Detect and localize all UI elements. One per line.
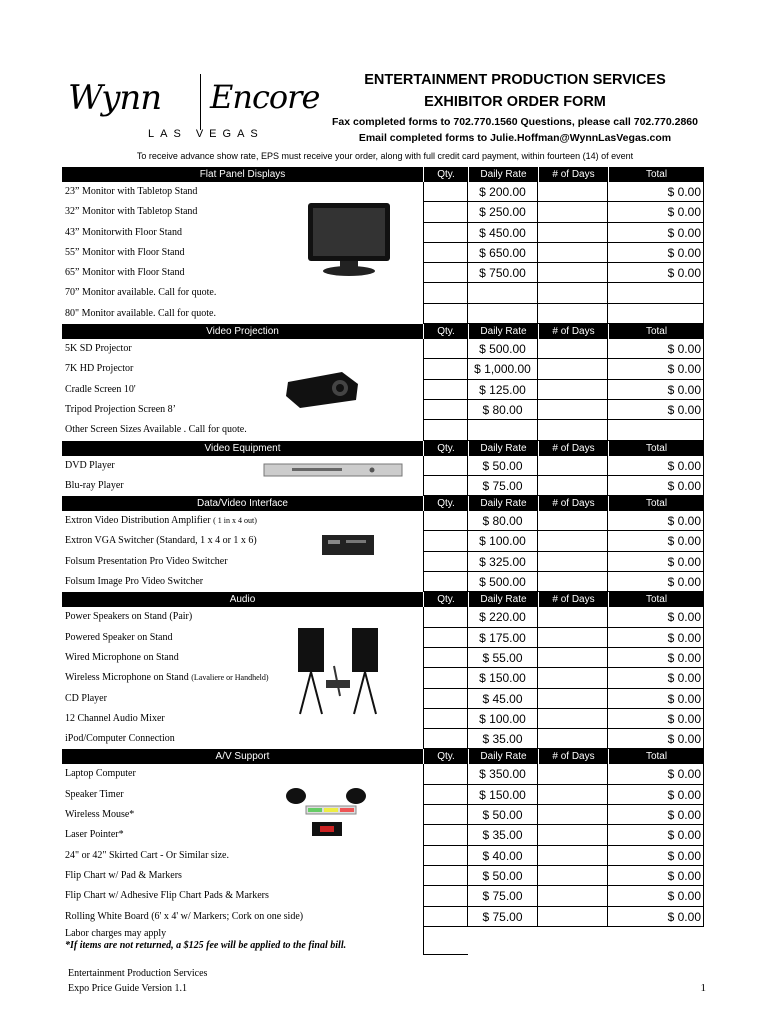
row-total: $ 0.00 bbox=[608, 709, 704, 729]
rate-header: Daily Rate bbox=[468, 441, 538, 456]
qty-input[interactable] bbox=[423, 668, 468, 688]
item-name: Wireless Mouse* bbox=[65, 809, 135, 821]
table-row bbox=[62, 729, 704, 749]
rate-header: Daily Rate bbox=[468, 496, 538, 511]
total-header: Total bbox=[608, 324, 704, 339]
projector-image bbox=[282, 364, 362, 412]
item-label bbox=[65, 511, 257, 531]
page-number: 1 bbox=[700, 982, 706, 994]
days-input[interactable] bbox=[538, 825, 608, 845]
rate-header: Daily Rate bbox=[468, 749, 538, 764]
total-header: Total bbox=[608, 167, 704, 182]
table-row bbox=[62, 886, 704, 906]
item-label bbox=[65, 202, 197, 222]
item-label bbox=[65, 886, 269, 906]
days-input[interactable] bbox=[538, 531, 608, 551]
fax-line: Fax completed forms to 702.770.1560 Questions, please call 702.770.2860 bbox=[332, 116, 698, 128]
row-total bbox=[608, 420, 704, 440]
item-name: Rolling White Board (6' x 4' w/ Markers; Cork on one side) bbox=[65, 910, 304, 922]
qty-header: Qty. bbox=[423, 441, 468, 456]
table-row bbox=[62, 182, 704, 202]
dvd-player-image bbox=[262, 461, 404, 479]
row-total: $ 0.00 bbox=[608, 552, 704, 572]
qty-input[interactable] bbox=[423, 825, 468, 845]
row-total: $ 0.00 bbox=[608, 531, 704, 551]
item-name: Laptop Computer bbox=[65, 768, 136, 780]
item-name: Powered Speaker on Stand bbox=[65, 631, 173, 643]
table-row bbox=[62, 339, 704, 359]
daily-rate bbox=[468, 304, 538, 324]
days-header: # of Days bbox=[538, 324, 608, 339]
av-support-image bbox=[284, 784, 374, 844]
row-total: $ 0.00 bbox=[608, 729, 704, 749]
days-input[interactable] bbox=[538, 552, 608, 572]
daily-rate: $ 350.00 bbox=[468, 764, 538, 784]
days-input[interactable] bbox=[538, 785, 608, 805]
item-label bbox=[65, 456, 115, 476]
item-label bbox=[65, 846, 229, 866]
item-label bbox=[65, 283, 216, 303]
item-name: Laser Pointer* bbox=[65, 829, 124, 841]
section-header bbox=[62, 749, 704, 764]
row-total: $ 0.00 bbox=[608, 648, 704, 668]
row-total: $ 0.00 bbox=[608, 400, 704, 420]
daily-rate: $ 100.00 bbox=[468, 531, 538, 551]
section-header bbox=[62, 324, 704, 339]
item-name: 7K HD Projector bbox=[65, 363, 134, 375]
item-name: Blu-ray Player bbox=[65, 479, 124, 491]
table-row bbox=[62, 907, 704, 927]
item-name: 5K SD Projector bbox=[65, 343, 132, 355]
logo-divider bbox=[200, 74, 201, 130]
daily-rate: $ 50.00 bbox=[468, 866, 538, 886]
daily-rate: $ 75.00 bbox=[468, 476, 538, 496]
qty-input[interactable] bbox=[423, 380, 468, 400]
days-input[interactable] bbox=[538, 628, 608, 648]
qty-input[interactable] bbox=[423, 886, 468, 906]
row-total: $ 0.00 bbox=[608, 825, 704, 845]
days-input[interactable] bbox=[538, 339, 608, 359]
days-input[interactable] bbox=[538, 476, 608, 496]
title-1: ENTERTAINMENT PRODUCTION SERVICES bbox=[364, 72, 666, 88]
days-input[interactable] bbox=[538, 648, 608, 668]
row-total: $ 0.00 bbox=[608, 785, 704, 805]
item-label bbox=[65, 304, 216, 324]
item-name: 24" or 42" Skirted Cart - Or Similar size. bbox=[65, 849, 229, 861]
row-total: $ 0.00 bbox=[608, 628, 704, 648]
total-header: Total bbox=[608, 496, 704, 511]
qty-input[interactable] bbox=[423, 420, 468, 440]
item-label bbox=[65, 223, 182, 243]
item-name: Tripod Projection Screen 8’ bbox=[65, 403, 177, 415]
row-total: $ 0.00 bbox=[608, 866, 704, 886]
days-header: # of Days bbox=[538, 749, 608, 764]
days-input[interactable] bbox=[538, 907, 608, 927]
table-row bbox=[62, 866, 704, 886]
daily-rate: $ 450.00 bbox=[468, 223, 538, 243]
qty-header: Qty. bbox=[423, 496, 468, 511]
days-input[interactable] bbox=[538, 866, 608, 886]
row-total: $ 0.00 bbox=[608, 607, 704, 627]
row-total: $ 0.00 bbox=[608, 572, 704, 592]
days-input[interactable] bbox=[538, 572, 608, 592]
qty-input[interactable] bbox=[423, 866, 468, 886]
days-input[interactable] bbox=[538, 304, 608, 324]
qty-input[interactable] bbox=[423, 511, 468, 531]
foot-row bbox=[62, 927, 704, 955]
days-input[interactable] bbox=[538, 607, 608, 627]
section-title: Data/Video Interface bbox=[62, 496, 423, 511]
rate-header: Daily Rate bbox=[468, 167, 538, 182]
item-name: Other Screen Sizes Available . Call for quote. bbox=[65, 424, 247, 436]
daily-rate bbox=[468, 420, 538, 440]
item-name: 80" Monitor available. Call for quote. bbox=[65, 307, 216, 319]
table-row bbox=[62, 380, 704, 400]
daily-rate bbox=[468, 283, 538, 303]
item-label bbox=[65, 339, 132, 359]
wynn-encore-logo bbox=[66, 72, 326, 144]
section-title: Video Projection bbox=[62, 324, 423, 339]
daily-rate: $ 40.00 bbox=[468, 846, 538, 866]
daily-rate: $ 150.00 bbox=[468, 668, 538, 688]
switcher-image bbox=[318, 527, 378, 563]
item-name: 55” Monitor with Floor Stand bbox=[65, 246, 185, 258]
table-row bbox=[62, 846, 704, 866]
table-row bbox=[62, 511, 704, 531]
daily-rate: $ 75.00 bbox=[468, 907, 538, 927]
row-total: $ 0.00 bbox=[608, 223, 704, 243]
logo-encore: Encore bbox=[210, 78, 320, 116]
item-label bbox=[65, 764, 136, 784]
daily-rate: $ 75.00 bbox=[468, 886, 538, 906]
item-name: DVD Player bbox=[65, 459, 115, 471]
item-note: ( 1 in x 4 out) bbox=[213, 516, 257, 526]
qty-input[interactable] bbox=[423, 456, 468, 476]
table-row bbox=[62, 531, 704, 551]
footer-line-1: Entertainment Production Services bbox=[68, 968, 208, 979]
item-label bbox=[65, 531, 257, 551]
days-input[interactable] bbox=[538, 283, 608, 303]
table-row bbox=[62, 400, 704, 420]
qty-header: Qty. bbox=[423, 749, 468, 764]
footer-line-2: Expo Price Guide Version 1.1 bbox=[68, 983, 187, 994]
days-header: # of Days bbox=[538, 496, 608, 511]
row-total: $ 0.00 bbox=[608, 668, 704, 688]
daily-rate: $ 80.00 bbox=[468, 511, 538, 531]
days-input[interactable] bbox=[538, 886, 608, 906]
daily-rate: $ 125.00 bbox=[468, 380, 538, 400]
item-name: Wireless Microphone on Stand bbox=[65, 672, 189, 684]
days-input[interactable] bbox=[538, 400, 608, 420]
item-name: 12 Channel Audio Mixer bbox=[65, 712, 165, 724]
item-label bbox=[65, 572, 203, 592]
item-name: Flip Chart w/ Adhesive Flip Chart Pads & Markers bbox=[65, 890, 269, 902]
qty-input[interactable] bbox=[423, 339, 468, 359]
row-total: $ 0.00 bbox=[608, 511, 704, 531]
daily-rate: $ 80.00 bbox=[468, 400, 538, 420]
days-input[interactable] bbox=[538, 380, 608, 400]
qty-input[interactable] bbox=[423, 400, 468, 420]
item-label bbox=[65, 709, 165, 729]
days-header: # of Days bbox=[538, 167, 608, 182]
speakers-image bbox=[292, 626, 384, 718]
days-input[interactable] bbox=[538, 846, 608, 866]
daily-rate: $ 55.00 bbox=[468, 648, 538, 668]
row-total: $ 0.00 bbox=[608, 476, 704, 496]
qty-input[interactable] bbox=[423, 689, 468, 709]
qty-input[interactable] bbox=[423, 907, 468, 927]
row-total: $ 0.00 bbox=[608, 846, 704, 866]
advance-note: To receive advance show rate, EPS must receive your order, along with full credit card payment, within fourteen (14) of event bbox=[136, 151, 634, 161]
table-row bbox=[62, 572, 704, 592]
row-total: $ 0.00 bbox=[608, 263, 704, 283]
daily-rate: $ 50.00 bbox=[468, 805, 538, 825]
row-total: $ 0.00 bbox=[608, 456, 704, 476]
item-name: Flip Chart w/ Pad & Markers bbox=[65, 869, 182, 881]
item-label bbox=[65, 380, 136, 400]
qty-input[interactable] bbox=[423, 764, 468, 784]
item-label bbox=[65, 907, 303, 927]
row-total bbox=[608, 304, 704, 324]
item-label bbox=[65, 689, 107, 709]
item-label bbox=[65, 476, 124, 496]
days-input[interactable] bbox=[538, 689, 608, 709]
qty-input[interactable] bbox=[423, 202, 468, 222]
daily-rate: $ 50.00 bbox=[468, 456, 538, 476]
item-name: CD Player bbox=[65, 692, 107, 704]
daily-rate: $ 220.00 bbox=[468, 607, 538, 627]
total-header: Total bbox=[608, 441, 704, 456]
daily-rate: $ 35.00 bbox=[468, 825, 538, 845]
daily-rate: $ 175.00 bbox=[468, 628, 538, 648]
qty-input[interactable] bbox=[423, 304, 468, 324]
row-total: $ 0.00 bbox=[608, 907, 704, 927]
total-header: Total bbox=[608, 592, 704, 607]
table-row bbox=[62, 552, 704, 572]
qty-input[interactable] bbox=[423, 607, 468, 627]
return-fee-note: *If items are not returned, a $125 fee will be applied to the final bill. bbox=[65, 939, 347, 951]
section-header bbox=[62, 167, 704, 182]
daily-rate: $ 200.00 bbox=[468, 182, 538, 202]
row-total: $ 0.00 bbox=[608, 764, 704, 784]
daily-rate: $ 100.00 bbox=[468, 709, 538, 729]
section-title: A/V Support bbox=[62, 749, 423, 764]
table-row bbox=[62, 283, 704, 303]
item-name: 70” Monitor available. Call for quote. bbox=[65, 287, 217, 299]
daily-rate: $ 35.00 bbox=[468, 729, 538, 749]
item-name: Cradle Screen 10' bbox=[65, 383, 136, 395]
days-header: # of Days bbox=[538, 592, 608, 607]
qty-input[interactable] bbox=[423, 283, 468, 303]
item-name: Folsum Presentation Pro Video Switcher bbox=[65, 555, 228, 567]
daily-rate: $ 325.00 bbox=[468, 552, 538, 572]
item-label bbox=[65, 243, 184, 263]
item-note: (Lavaliere or Handheld) bbox=[191, 673, 269, 683]
item-name: Extron VGA Switcher (Standard, 1 x 4 or 1 x 6) bbox=[65, 535, 257, 547]
days-input[interactable] bbox=[538, 668, 608, 688]
qty-input[interactable] bbox=[423, 552, 468, 572]
qty-header: Qty. bbox=[423, 167, 468, 182]
daily-rate: $ 1,000.00 bbox=[468, 359, 538, 379]
daily-rate: $ 650.00 bbox=[468, 243, 538, 263]
days-input[interactable] bbox=[538, 456, 608, 476]
item-label bbox=[65, 420, 247, 440]
item-name: 43” Monitorwith Floor Stand bbox=[65, 226, 182, 238]
row-total bbox=[608, 283, 704, 303]
item-label bbox=[65, 648, 179, 668]
daily-rate: $ 500.00 bbox=[468, 339, 538, 359]
item-label bbox=[65, 785, 124, 805]
daily-rate: $ 250.00 bbox=[468, 202, 538, 222]
days-input[interactable] bbox=[538, 223, 608, 243]
qty-input[interactable] bbox=[423, 476, 468, 496]
order-table bbox=[62, 167, 704, 955]
qty-input[interactable] bbox=[423, 648, 468, 668]
qty-input[interactable] bbox=[423, 243, 468, 263]
table-row bbox=[62, 764, 704, 784]
qty-input[interactable] bbox=[423, 572, 468, 592]
item-name: Speaker Timer bbox=[65, 788, 124, 800]
item-label bbox=[65, 400, 176, 420]
labor-note: Labor charges may apply bbox=[65, 927, 167, 939]
item-name: Folsum Image Pro Video Switcher bbox=[65, 576, 204, 588]
item-label bbox=[65, 182, 197, 202]
logo-wynn: Wynn bbox=[68, 78, 162, 118]
row-total: $ 0.00 bbox=[608, 689, 704, 709]
daily-rate: $ 45.00 bbox=[468, 689, 538, 709]
item-name: 32” Monitor with Tabletop Stand bbox=[65, 206, 198, 218]
total-header: Total bbox=[608, 749, 704, 764]
email-line: Email completed forms to Julie.Hoffman@WynnLasVegas.com bbox=[358, 132, 672, 144]
days-input[interactable] bbox=[538, 263, 608, 283]
item-name: Wired Microphone on Stand bbox=[65, 651, 179, 663]
days-input[interactable] bbox=[538, 243, 608, 263]
section-header bbox=[62, 441, 704, 456]
qty-input[interactable] bbox=[423, 846, 468, 866]
item-label bbox=[65, 668, 269, 688]
item-name: 65” Monitor with Floor Stand bbox=[65, 267, 185, 279]
row-total: $ 0.00 bbox=[608, 339, 704, 359]
table-row bbox=[62, 607, 704, 627]
item-label bbox=[65, 607, 192, 627]
section-title: Audio bbox=[62, 592, 423, 607]
row-total: $ 0.00 bbox=[608, 805, 704, 825]
item-label bbox=[65, 359, 133, 379]
row-total: $ 0.00 bbox=[608, 182, 704, 202]
logo-city: LAS VEGAS bbox=[148, 128, 264, 140]
qty-input[interactable] bbox=[423, 785, 468, 805]
item-label bbox=[65, 552, 228, 572]
table-row bbox=[62, 825, 704, 845]
days-input[interactable] bbox=[538, 805, 608, 825]
days-input[interactable] bbox=[538, 511, 608, 531]
item-label bbox=[65, 628, 172, 648]
row-total: $ 0.00 bbox=[608, 380, 704, 400]
rate-header: Daily Rate bbox=[468, 592, 538, 607]
section-header bbox=[62, 496, 704, 511]
qty-input[interactable] bbox=[423, 709, 468, 729]
section-header bbox=[62, 592, 704, 607]
row-total: $ 0.00 bbox=[608, 243, 704, 263]
title-2: EXHIBITOR ORDER FORM bbox=[424, 94, 606, 110]
qty-input[interactable] bbox=[423, 359, 468, 379]
qty-input[interactable] bbox=[423, 628, 468, 648]
days-input[interactable] bbox=[538, 709, 608, 729]
item-label bbox=[65, 825, 124, 845]
section-title: Flat Panel Displays bbox=[62, 167, 423, 182]
table-row bbox=[62, 785, 704, 805]
table-row bbox=[62, 304, 704, 324]
daily-rate: $ 150.00 bbox=[468, 785, 538, 805]
table-row bbox=[62, 420, 704, 440]
item-name: iPod/Computer Connection bbox=[65, 733, 175, 745]
days-input[interactable] bbox=[538, 764, 608, 784]
row-total: $ 0.00 bbox=[608, 886, 704, 906]
item-label bbox=[65, 729, 175, 749]
days-input[interactable] bbox=[538, 182, 608, 202]
qty-input[interactable] bbox=[423, 223, 468, 243]
days-input[interactable] bbox=[538, 420, 608, 440]
monitor-image bbox=[300, 201, 396, 281]
section-title: Video Equipment bbox=[62, 441, 423, 456]
item-label bbox=[65, 866, 182, 886]
item-label bbox=[65, 263, 184, 283]
table-row bbox=[62, 805, 704, 825]
days-header: # of Days bbox=[538, 441, 608, 456]
table-row bbox=[62, 359, 704, 379]
qty-input[interactable] bbox=[423, 729, 468, 749]
footer bbox=[68, 966, 207, 996]
item-name: Power Speakers on Stand (Pair) bbox=[65, 611, 193, 623]
row-total: $ 0.00 bbox=[608, 359, 704, 379]
item-name: Extron Video Distribution Amplifier bbox=[65, 515, 211, 527]
row-total: $ 0.00 bbox=[608, 202, 704, 222]
item-name: 23” Monitor with Tabletop Stand bbox=[65, 186, 198, 197]
daily-rate: $ 750.00 bbox=[468, 263, 538, 283]
days-input[interactable] bbox=[538, 202, 608, 222]
daily-rate: $ 500.00 bbox=[468, 572, 538, 592]
days-input[interactable] bbox=[538, 359, 608, 379]
rate-header: Daily Rate bbox=[468, 324, 538, 339]
qty-input[interactable] bbox=[423, 263, 468, 283]
item-label bbox=[65, 805, 134, 825]
foot-cell bbox=[423, 927, 468, 955]
days-input[interactable] bbox=[538, 729, 608, 749]
qty-input[interactable] bbox=[423, 182, 468, 202]
qty-header: Qty. bbox=[423, 592, 468, 607]
qty-input[interactable] bbox=[423, 531, 468, 551]
qty-input[interactable] bbox=[423, 805, 468, 825]
qty-header: Qty. bbox=[423, 324, 468, 339]
